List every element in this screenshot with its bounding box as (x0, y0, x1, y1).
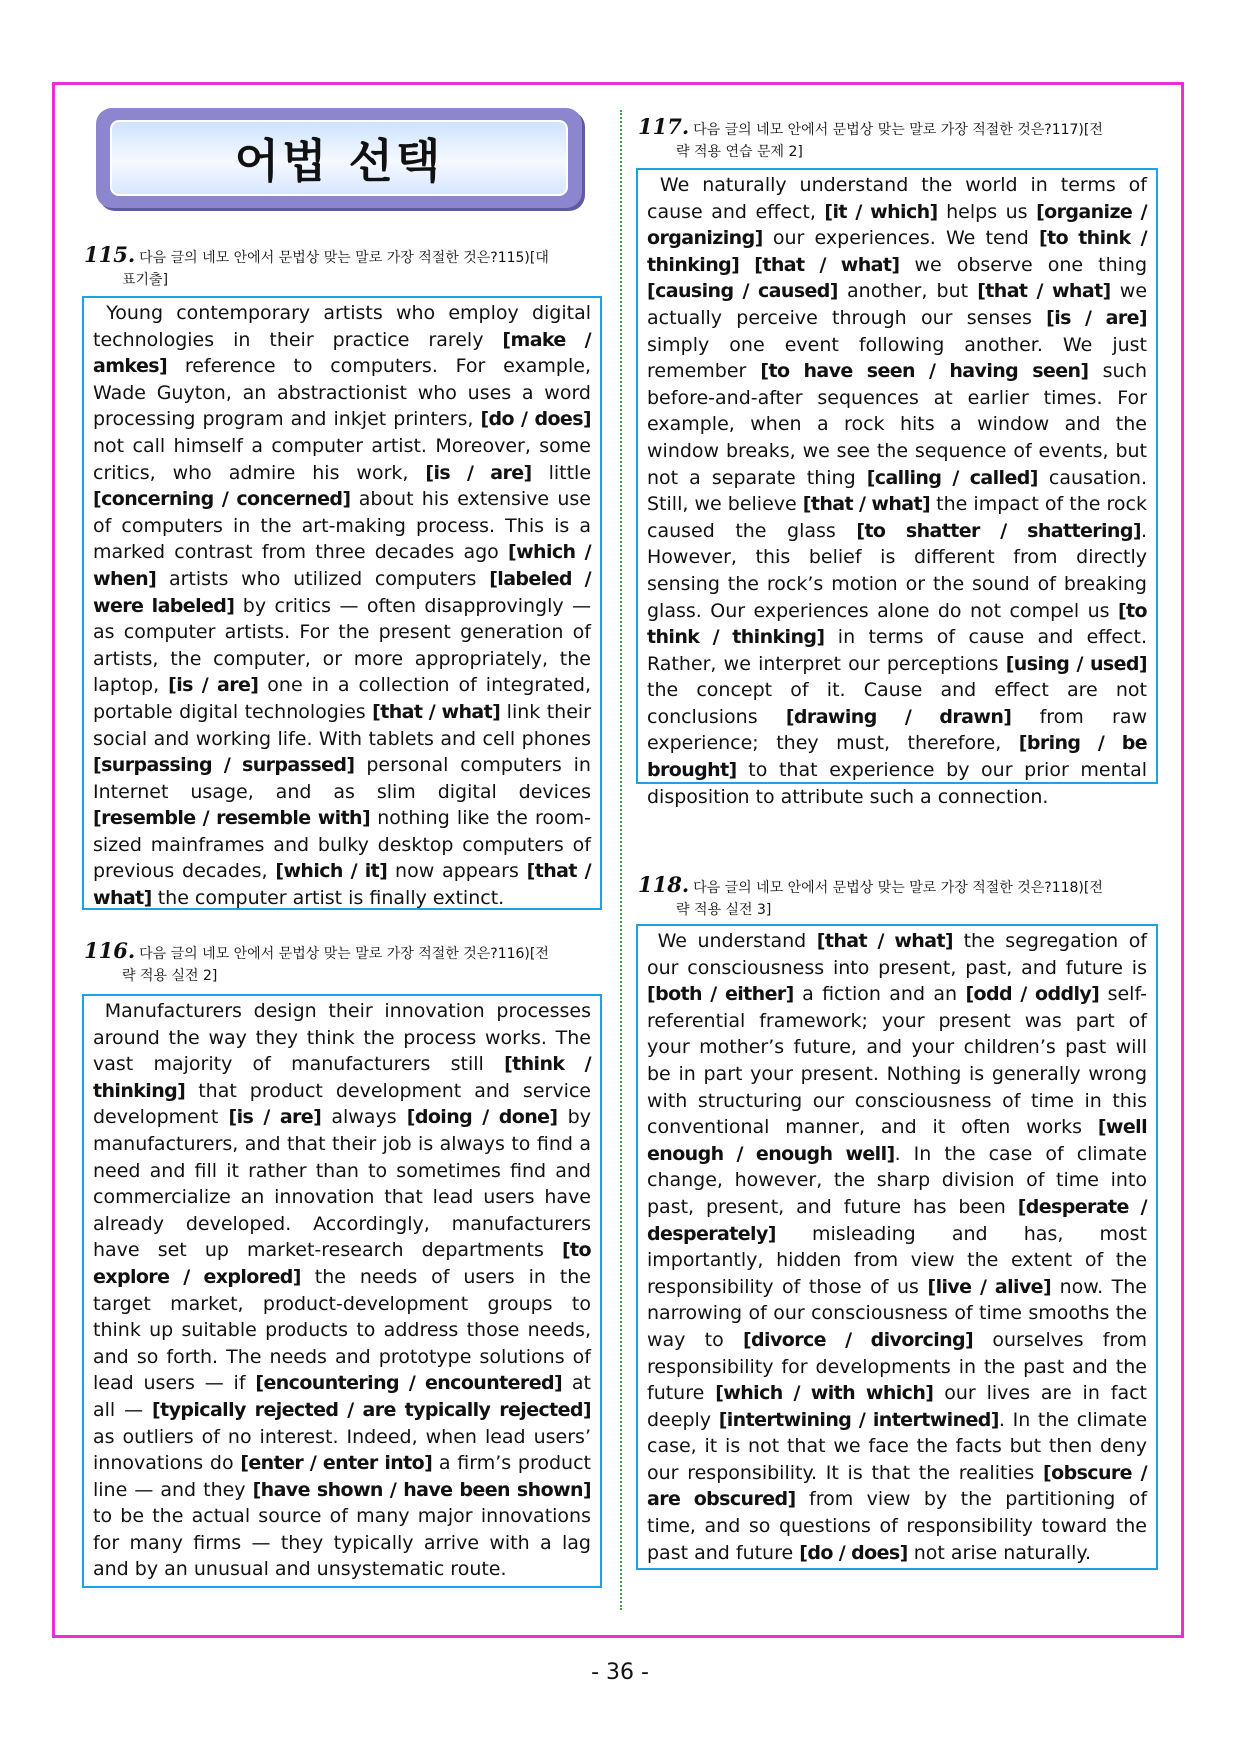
passage-text: always (321, 1106, 407, 1129)
question-header-117 (638, 116, 1158, 163)
passage-box-116 (82, 994, 602, 1588)
passage-text: Young contemporary artists who employ digital technologies in their practice rarely (93, 302, 591, 351)
answer-choice: [odd / oddly] (965, 983, 1100, 1006)
passage-text: now. The narrowing of our consciousness of time smooths the way to (647, 1275, 1147, 1351)
question-source: 략 적용 실전 3] (676, 902, 772, 918)
passage-text: . However, this belief is different from directly sensing the rock’s motion or the sound of breaking glass. Our experiences alone do not compel us (647, 519, 1147, 622)
passage-text: self-referential framework; your present was part of your mother’s future, and your children’s past will be in part your present. Nothing is generally wrong with structuring our consciousness of time in this conventional manner, and it often works (647, 983, 1147, 1139)
passage-text: in terms of cause and effect. Rather, we interpret our perceptions (647, 626, 1147, 675)
passage-text: We naturally understand the world in terms of cause and effect, (647, 174, 1147, 223)
passage-text: from view by the partitioning of time, and so questions of responsibility toward the past and future (647, 1488, 1148, 1564)
passage-text (739, 254, 754, 276)
section-title-badge (96, 108, 582, 208)
passage-text: artists who utilized computers (156, 567, 490, 590)
question-number: 116. (84, 938, 136, 963)
passage-text: one in a collection of integrated, portable digital technologies (93, 674, 592, 723)
answer-choice: [live / alive] (927, 1275, 1052, 1298)
passage-text: the concept of it. Cause and effect are not conclusions (647, 679, 1147, 728)
answer-choice: [to think / thinking] (647, 227, 1147, 276)
passage-text: . In the climate case, it is not that we face the facts but then deny our responsibility. It is that the realities (647, 1408, 1148, 1484)
passage-text: nothing like the room-sized mainframes and bulky desktop computers of previous decades, (93, 807, 591, 883)
answer-choice: [think / thinking] (93, 1053, 591, 1102)
passage-text: causation. Still, we believe (647, 466, 1147, 516)
question-prompt: 다음 글의 네모 안에서 문법상 맞는 말로 가장 적절한 것은?118)[전 (693, 880, 1103, 896)
answer-choice: [bring / be brought] (647, 732, 1147, 782)
answer-choice: [doing / done] (406, 1106, 558, 1129)
passage-text: not call himself a computer artist. Moreover, some critics, who admire his work, (93, 434, 591, 484)
passage-text: our experiences. We tend (762, 227, 1039, 250)
question-source: 표기출] (122, 272, 169, 288)
passage-text: a fiction and an (793, 983, 966, 1006)
passage-text: by critics — often disapprovingly — as computer artists. For the present generation of artists, the computer, or more appropriately, the laptop, (93, 594, 592, 697)
answer-choice: [using / used] (1005, 652, 1147, 675)
answer-choice: [desperate / desperately] (647, 1195, 1147, 1245)
passage-text: we observe one thing (899, 253, 1148, 276)
passage-text: by manufacturers, and that their job is always to find a need and fill it rather than to sometimes find and commercialize an innovation that lead users have already developed. Accordingly, manufacturers have set up market-research departments (93, 1106, 591, 1262)
answer-choice: [to explore / explored] (93, 1239, 591, 1288)
answer-choice: [to think / thinking] (647, 599, 1147, 649)
answer-choice: [drawing / drawn] (785, 705, 1012, 728)
passage-text: now appears (387, 860, 527, 883)
answer-choice: [have shown / have been shown] (252, 1478, 591, 1501)
passage-text: a firm’s product line — and they (93, 1452, 591, 1501)
answer-choice: [which / when] (93, 541, 591, 590)
answer-choice: [that / what] (754, 253, 900, 276)
passage-text: another, but (837, 280, 978, 303)
answer-choice: [enter / enter into] (240, 1452, 433, 1475)
answer-choice: [is / are] (1046, 306, 1148, 329)
passage-text: our lives are in fact deeply (647, 1382, 1147, 1431)
question-number: 115. (84, 242, 136, 267)
passage-text: helps us (937, 200, 1037, 223)
answer-choice: [to shatter / shattering] (856, 519, 1141, 542)
passage-text: we actually perceive through our senses (647, 280, 1148, 329)
passage-text: that product development and service development (93, 1079, 591, 1129)
passage-box-117 (636, 168, 1158, 808)
answer-choice: [both / either] (647, 983, 794, 1006)
answer-choice: [that / what] (802, 493, 931, 516)
question-number: 117. (638, 114, 690, 139)
passage-text: misleading and has, most importantly, hidden from view the extent of the responsibility of those of us (647, 1222, 1147, 1298)
answer-choice: [which / with which] (715, 1382, 934, 1405)
passage-text: link their social and working life. With tablets and cell phones (93, 700, 591, 750)
column-divider (620, 110, 622, 1610)
answer-choice: [causing / caused] (647, 280, 838, 303)
answer-choice: [do / does] (799, 1541, 908, 1564)
answer-choice: [make / amkes] (93, 328, 591, 378)
passage-text: . In the case of climate change, however, the sharp division of time into past, present, and future has been (647, 1142, 1147, 1218)
answer-choice: [obscure / are obscured] (647, 1461, 1147, 1511)
passage-text: simply one event following another. We just remember (647, 333, 1147, 383)
answer-choice: [that / what] (93, 860, 591, 910)
answer-choice: [well enough / enough well] (647, 1116, 1147, 1165)
answer-choice: [typically rejected / are typically rejected] (152, 1398, 591, 1421)
answer-choice: [which / it] (275, 860, 388, 883)
answer-choice: [is / are] (425, 461, 532, 484)
answer-choice: [is / are] (168, 674, 259, 697)
answer-choice: [labeled / were labeled] (93, 567, 591, 617)
passage-text: We understand (657, 930, 817, 952)
question-prompt: 다음 글의 네모 안에서 문법상 맞는 말로 가장 적절한 것은?115)[대 (139, 250, 549, 266)
answer-choice: [that / what] (816, 930, 954, 952)
section-title-panel (110, 120, 568, 196)
passage-text: as outliers of no interest. Indeed, when lead users’ innovations do (93, 1425, 591, 1475)
passage-text: from raw experience; they must, therefore, (647, 705, 1147, 755)
answer-choice: [intertwining / intertwined] (718, 1408, 999, 1431)
answer-choice: [divorce / divorcing] (742, 1328, 974, 1351)
answer-choice: [that / what] (977, 280, 1111, 303)
passage-text: reference to computers. For example, Wade Guyton, an abstractionist who uses a word processing program and inkjet printers, (93, 355, 591, 431)
passage-text: ourselves from responsibility for developments in the past and the future (647, 1328, 1147, 1405)
passage-text: at all — (93, 1372, 592, 1421)
passage-text: the needs of users in the target market, product-development groups to think up suitable products to address those needs, and so forth. The needs and prototype solutions of lead users — if (93, 1265, 591, 1395)
question-header-118 (638, 874, 1158, 921)
answer-choice: [encountering / encountered] (255, 1372, 563, 1395)
question-prompt: 다음 글의 네모 안에서 문법상 맞는 말로 가장 적절한 것은?117)[전 (693, 122, 1103, 138)
passage-box-118 (636, 924, 1158, 1570)
answer-choice: [is / are] (228, 1106, 322, 1129)
answer-choice: [that / what] (372, 700, 501, 723)
section-title: 어법 선택 (234, 134, 444, 188)
question-prompt: 다음 글의 네모 안에서 문법상 맞는 말로 가장 적절한 것은?116)[전 (139, 946, 549, 962)
passage-text: the impact of the rock caused the glass (647, 493, 1148, 542)
answer-choice: [do / does] (480, 408, 591, 431)
answer-choice: [surpassing / surpassed] (93, 754, 355, 777)
passage-box-115 (82, 296, 602, 910)
answer-choice: [calling / called] (866, 466, 1038, 489)
answer-choice: [organize / organizing] (647, 200, 1148, 250)
question-header-115 (84, 244, 604, 291)
passage-text: personal computers in Internet usage, and as slim digital devices (93, 754, 591, 803)
answer-choice: [to have seen / having seen] (760, 360, 1089, 383)
question-source: 략 적용 연습 문제 2] (676, 144, 803, 160)
question-source: 략 적용 실전 2] (122, 968, 218, 984)
question-number: 118. (638, 872, 690, 897)
passage-text: not arise naturally. (907, 1541, 1092, 1564)
passage-text: Manufacturers design their innovation processes around the way they think the process works. The vast majority of manufacturers still (93, 1000, 591, 1076)
passage-text: to that experience by our prior mental disposition to attribute such a connection. (647, 759, 1147, 808)
answer-choice: [resemble / resemble with] (93, 807, 371, 830)
answer-choice: [it / which] (824, 200, 938, 223)
answer-choice: [concerning / concerned] (93, 488, 351, 511)
passage-text: about his extensive use of computers in the art-making process. This is a marked contrast from three decades ago (93, 488, 591, 564)
passage-text: such before-and-after sequences at earlier times. For example, when a rock hits a window and the window breaks, we see the sequence of events, but not a separate thing (647, 360, 1147, 489)
passage-text: to be the actual source of many major innovations for many firms — they typically arrive with a lag and by an unusual and unsystematic route. (93, 1505, 591, 1581)
passage-text: the computer artist is finally extinct. (151, 887, 505, 910)
question-header-116 (84, 940, 604, 987)
passage-text: little (531, 461, 592, 484)
passage-text: the segregation of our consciousness into present, past, and future is (647, 930, 1148, 979)
page-number: - 36 - (591, 1660, 649, 1685)
